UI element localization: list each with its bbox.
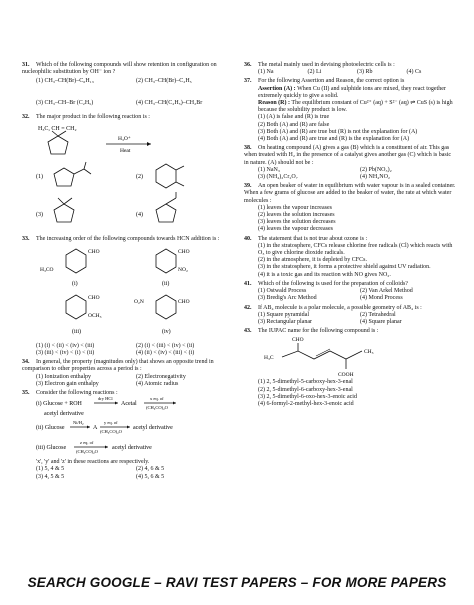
option-1[interactable]: (1) leaves the vapour increases	[258, 204, 332, 211]
reagent-label: (CH₃CO)₂O	[100, 429, 122, 435]
option-1[interactable]: (1) Ionization enthalpy	[36, 373, 91, 380]
question-stem: The increasing order of the following compounds towards HCN addition is :	[36, 235, 220, 242]
catalyst-label: dry HCl	[98, 397, 113, 402]
h3c-label: H₃C	[264, 355, 274, 362]
option-3[interactable]: (3)	[36, 211, 43, 218]
question-number: 35.	[22, 390, 30, 397]
cooh-label: COOH	[338, 372, 354, 379]
question-number: 38.	[244, 145, 252, 152]
o2n-label: O₂N	[134, 298, 144, 305]
option-3[interactable]: (3) Rb	[357, 69, 373, 76]
question-number: 43.	[244, 328, 252, 335]
option-4[interactable]: (4) Cs	[406, 69, 422, 76]
option-4[interactable]: (4)	[136, 211, 143, 218]
question-number: 37.	[244, 78, 252, 85]
reaction-1-label: (i) Glucose + ROH	[36, 401, 82, 408]
aldehyde-structures-figure	[36, 243, 226, 343]
reaction-3-label: (iii) Glucose	[36, 445, 67, 452]
option-4[interactable]: (4) Atomic radius	[136, 380, 179, 387]
option-4[interactable]: (4) Both (A) and (R) are true and (R) is the explanation for (A)	[258, 136, 410, 143]
option-1[interactable]: (1) 2, 5-dimethyl-5-carboxy-hex-3-enal	[258, 379, 353, 386]
option-4[interactable]: (4) 6-formyl-2-methyl-hex-3-enoic acid	[258, 400, 354, 407]
question-stem: Which of the following is used for the preparation of colloids?	[258, 280, 408, 287]
question-number: 36.	[244, 62, 252, 68]
ch3-label: CH₃	[364, 349, 374, 356]
glucose-reactions-figure	[36, 397, 230, 459]
option-2[interactable]: (2) (i) < (iii) < (iv) < (ii)	[136, 342, 195, 349]
cyclopentane-ring	[48, 136, 68, 154]
footer-banner: SEARCH GOOGLE – RAVI TEST PAPERS – FOR MORE PAPERS	[27, 575, 447, 590]
option-2[interactable]: (2) 2, 5-dimethyl-6-carboxy-hex-3-enal	[258, 386, 353, 393]
question-stem: Consider the following reactions :	[36, 390, 118, 397]
question-40	[244, 236, 456, 279]
reagent-label: (CH₃CO)₂O	[146, 405, 168, 411]
option-3[interactable]: (3) 4, 5 & 5	[36, 473, 65, 480]
question-number: 33.	[22, 235, 30, 242]
cho-label: CHO	[292, 337, 304, 344]
option-3[interactable]: (3) Both (A) and (R) are true but (R) is not the explanation for (A)	[258, 128, 418, 135]
product-label: acetyl derivative	[112, 445, 152, 452]
question-35	[22, 390, 230, 481]
option-3[interactable]: (3) Rectangular planar	[258, 318, 312, 325]
carbon-chain	[282, 351, 362, 359]
assertion-label: Assertion (A) :	[258, 85, 296, 92]
option-1[interactable]: (1) Square pyramidal	[258, 311, 309, 318]
option-1[interactable]: (1)	[36, 173, 43, 180]
option-3[interactable]: (3) (iii) < (iv) < (i) < (ii)	[36, 350, 95, 357]
compound-label-i: (i)	[72, 280, 78, 287]
exam-page	[22, 62, 456, 560]
option-4[interactable]: (4) Mond Process	[360, 295, 403, 302]
option-2[interactable]: (2)	[136, 173, 143, 180]
question-38	[244, 145, 456, 181]
option-2[interactable]: (2) Pb(NO₃)₂	[360, 166, 392, 173]
option-2[interactable]: (2) Both (A) and (R) are false	[258, 121, 330, 128]
option-2[interactable]: (2) leaves the solution increases	[258, 212, 335, 219]
option-1[interactable]: (1) (A) is false and (R) is true	[258, 114, 330, 121]
question-31	[22, 62, 230, 112]
option-3[interactable]: (3) Bredig's Arc Method	[258, 295, 317, 302]
reagent-label: z eq. of	[80, 440, 94, 446]
reagent-label: H₃O⁺	[118, 135, 131, 142]
option-2[interactable]: (2) Electronegativity	[136, 373, 186, 380]
question-number: 40.	[244, 235, 252, 242]
cho-label: CHO	[178, 248, 190, 255]
question-number: 42.	[244, 304, 252, 311]
reagent-label: x eq. of	[150, 397, 164, 402]
question-stem: Which of the following compounds will show retention in configuration on nucleophilic substitution by OH⁻ ion ?	[22, 62, 217, 76]
question-36	[244, 62, 456, 76]
compound-label-iii: (iii)	[72, 328, 81, 335]
option-2[interactable]: (2) Tetrahedral	[360, 311, 396, 318]
question-43	[244, 328, 456, 408]
option-1[interactable]: (1) (i) < (ii) < (iv) < (iii)	[36, 342, 95, 349]
option-4[interactable]: (4) 5, 6 & 5	[136, 473, 165, 480]
reagent-label: (CH₃CO)₂O	[76, 449, 98, 455]
option-4[interactable]: (4) it is a toxic gas and its reaction with NO gives NO₂.	[258, 271, 391, 278]
cyclohexene-structure	[156, 164, 176, 188]
reason-text: The equilibrium constant of Cu²⁺ (aq) + S²⁻ (aq) ⇌ CuS (s) is high because the solubility product is low.	[258, 100, 453, 114]
question-33	[22, 236, 230, 358]
reagent-label: y eq. of	[104, 420, 118, 426]
option-1[interactable]: (1) Na	[258, 69, 274, 76]
reaction-scheme-figure	[36, 122, 226, 160]
option-4[interactable]: (4) CH₃–CH(C₂H₅)–CH₂Br	[136, 100, 203, 107]
question-stem: For the following Assertion and Reason, the correct option is	[258, 78, 405, 85]
option-3[interactable]: (3) Electron gain enthalpy	[36, 380, 99, 387]
question-stem: In general, the property (magnitudes only) that shows an opposite trend in comparison to other properties across a period is :	[22, 359, 214, 373]
question-stem: An open beaker of water in equilibrium with water vapour is in a sealed container. When a few grams of glucose are added to the beaker of water, the rate at which water molecules :	[244, 183, 456, 204]
question-number: 39.	[244, 183, 252, 190]
option-2[interactable]: (2) Li	[307, 69, 322, 76]
cho-label: CHO	[178, 298, 190, 305]
product-label: acetyl derivative	[44, 411, 84, 418]
cyclopentanol-structure	[156, 204, 176, 222]
option-1[interactable]: (1) NaN₃	[258, 166, 280, 173]
question-32	[22, 114, 230, 233]
cyclopentene-structure	[54, 168, 74, 186]
acetal-label: Acetal	[121, 401, 137, 408]
reason-label: Reason (R) :	[258, 100, 290, 107]
condition-label: Heat	[120, 147, 131, 154]
option-3[interactable]: (3) (NH₄)₂Cr₂O₇	[258, 174, 298, 181]
option-4[interactable]: (4) Square planar	[360, 318, 402, 325]
question-stem: The metal mainly used in devising photoelectric cells is :	[258, 62, 395, 68]
compound-structure-figure	[258, 335, 448, 379]
question-37	[244, 78, 456, 143]
option-2[interactable]: (2) 4, 6 & 5	[136, 466, 165, 473]
question-number: 41.	[244, 280, 252, 287]
question-stem: The statement that is not true about ozone is :	[258, 235, 368, 242]
question-34	[22, 359, 230, 388]
question-stem: The IUPAC name for the following compound is :	[258, 328, 379, 335]
compound-label-ii: (ii)	[162, 280, 170, 287]
no2-label: NO₂	[178, 266, 188, 273]
option-2[interactable]: (2) Van Arkel Method	[360, 288, 413, 295]
option-4[interactable]: (4) leaves the vapour decreases	[258, 226, 333, 233]
question-number: 31.	[22, 62, 30, 68]
option-3[interactable]: (3) in the stratosphere, it forms a protective shield against UV radiation.	[258, 264, 431, 271]
option-1[interactable]: (1) CH₃–CH(Br)–C₆H₁₃	[36, 78, 94, 85]
option-3[interactable]: (3) leaves the solution decreases	[258, 219, 336, 226]
question-39	[244, 183, 456, 233]
cho-label: CHO	[88, 294, 100, 301]
option-4[interactable]: (4) NH₄NO₂	[360, 174, 391, 181]
option-2[interactable]: (2) in the atmosphere, it is depleted by CFCs.	[258, 257, 367, 264]
left-column	[22, 62, 230, 483]
option-2[interactable]: (2) CH₃–CH(Br)–C₂H₅	[136, 78, 192, 85]
question-stem: On heating compound (A) gives a gas (B) which is a constituent of air. This gas when treated with H₂ in the presence of a catalyst gives another gas (C) which is basic in nature. (A) should not be :	[244, 145, 452, 166]
och3-label: H₃CO	[40, 266, 54, 273]
cho-label: CHO	[88, 248, 100, 255]
option-3[interactable]: (3) CH₃–CH–Br (C₂H₅)	[36, 100, 94, 107]
reactant-label: H₃C, CH = CH₂	[38, 125, 77, 132]
cyclopentane-structure	[54, 204, 74, 222]
question-number: 34.	[22, 359, 30, 366]
intermediate-label: A	[93, 425, 98, 432]
question-number: 32.	[22, 114, 30, 121]
option-1[interactable]: (1) in the stratosphere, CFCs release chlorine free radicals (Cl) which reacts with O₃ to give chlorine dioxide radicals.	[258, 242, 453, 257]
option-4[interactable]: (4) (ii) < (iv) < (iii) < (i)	[136, 350, 195, 357]
option-1[interactable]: (1) Ostwald Process	[258, 288, 307, 295]
option-3[interactable]: (3) 2, 5-dimethyl-6-oxo-hex-3-enoic acid	[258, 393, 357, 400]
question-42	[244, 305, 456, 327]
catalyst-label: Ni/H₂	[73, 420, 84, 426]
och3-label: OCH₃	[88, 312, 102, 319]
question-stem: The major product in the following reaction is :	[36, 114, 150, 121]
compound-label-iv: (iv)	[162, 328, 171, 335]
option-1[interactable]: (1) 5, 4 & 5	[36, 466, 65, 473]
question-stem: If AB₄ molecule is a polar molecule, a possible geometry of AB₄ is :	[258, 304, 422, 311]
question-ask: 'x', 'y' and 'z' in these reactions are respectively.	[36, 459, 150, 466]
product-label: acetyl derivative	[133, 425, 173, 432]
assertion-text: When Cu (II) and sulphide ions are mixed, they react together extremely quickly to give a solid.	[258, 85, 446, 99]
question-41	[244, 281, 456, 303]
options-structures-figure	[36, 160, 226, 234]
reaction-2-label: (ii) Glucose	[36, 425, 65, 432]
right-column	[244, 62, 456, 410]
